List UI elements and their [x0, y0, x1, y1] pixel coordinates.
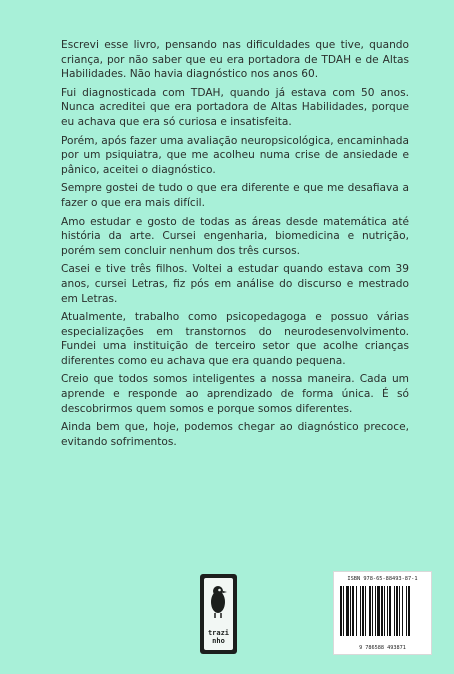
barcode-bar: [350, 586, 351, 636]
barcode-bar: [381, 586, 383, 636]
barcode-bar: [343, 586, 344, 636]
barcode-bar: [402, 586, 403, 636]
paragraph-5: Amo estudar e gosto de todas as áreas desde matemática até história da arte. Cursei engenharia, biomedicina e nutrição, porém sem concluir nenhum dos três cursos.: [61, 215, 409, 257]
barcode-bar: [384, 586, 385, 636]
barcode-bar: [352, 586, 354, 636]
paragraph-7: Atualmente, trabalho como psicopedagoga e possuo várias especializações em transtornos do neurodesenvolvimento. Fundei uma instituição de terceiro setor que acolhe crianças diferentes como eu achava que era quando pequena.: [61, 311, 409, 367]
barcode-bar: [389, 586, 391, 636]
publisher-logo-text: trazi nho: [207, 629, 230, 645]
barcode-bar: [365, 586, 366, 636]
barcode-bar: [360, 586, 361, 636]
isbn-label: ISBN 978-65-88493-87-1: [347, 576, 418, 582]
barcode-bar: [340, 586, 342, 636]
paragraph-8: Creio que todos somos inteligentes a nossa maneira. Cada um aprende e responde ao aprendizado de forma única. É só descobrirmos quem somos e porque somos diferentes.: [61, 373, 409, 415]
paragraph-6: Casei e tive três filhos. Voltei a estudar quando estava com 39 anos, cursei Letras, fiz pós em análise do discurso e mestrado em Letras.: [61, 263, 409, 305]
isbn-barcode: [333, 571, 432, 655]
barcode-bar: [356, 586, 357, 636]
barcode-bar: [399, 586, 400, 636]
paragraph-3: Porém, após fazer uma avaliação neuropsicológica, encaminhada por um psiquiatra, que me acolheu numa crise de ansiedade e pânico, aceitei o diagnóstico.: [61, 134, 409, 176]
paragraph-1: Escrevi esse livro, pensando nas dificuldades que tive, quando criança, por não saber que eu era portadora de TDAH e de Altas Habilidades. Não havia diagnóstico nos anos 60.: [61, 39, 409, 81]
paragraph-2: Fui diagnosticada com TDAH, quando já estava com 50 anos. Nunca acreditei que era portadora de Altas Habilidades, porque eu achava que era só curiosa e insatisfeita.: [61, 86, 409, 128]
barcode-bar: [406, 586, 407, 636]
barcode-bars: [339, 586, 426, 638]
bird-icon: [204, 582, 233, 622]
publisher-logo: [200, 574, 237, 654]
barcode-bar: [362, 586, 364, 636]
paragraph-9: Ainda bem que, hoje, podemos chegar ao diagnóstico precoce, evitando sofrimentos.: [61, 421, 409, 448]
barcode-bar: [396, 586, 398, 636]
barcode-bar: [369, 586, 371, 636]
barcode-bar: [375, 586, 376, 636]
barcode-bar: [372, 586, 373, 636]
back-cover-text: [61, 38, 409, 453]
paragraph-4: Sempre gostei de tudo o que era diferente e que me desafiava a fazer o que era mais difícil.: [61, 182, 409, 209]
barcode-bar: [377, 586, 380, 636]
barcode-number: 9 786588 493871: [359, 645, 406, 651]
barcode-bar: [408, 586, 410, 636]
barcode-bar: [346, 586, 349, 636]
barcode-bar: [394, 586, 395, 636]
barcode-bar: [387, 586, 388, 636]
